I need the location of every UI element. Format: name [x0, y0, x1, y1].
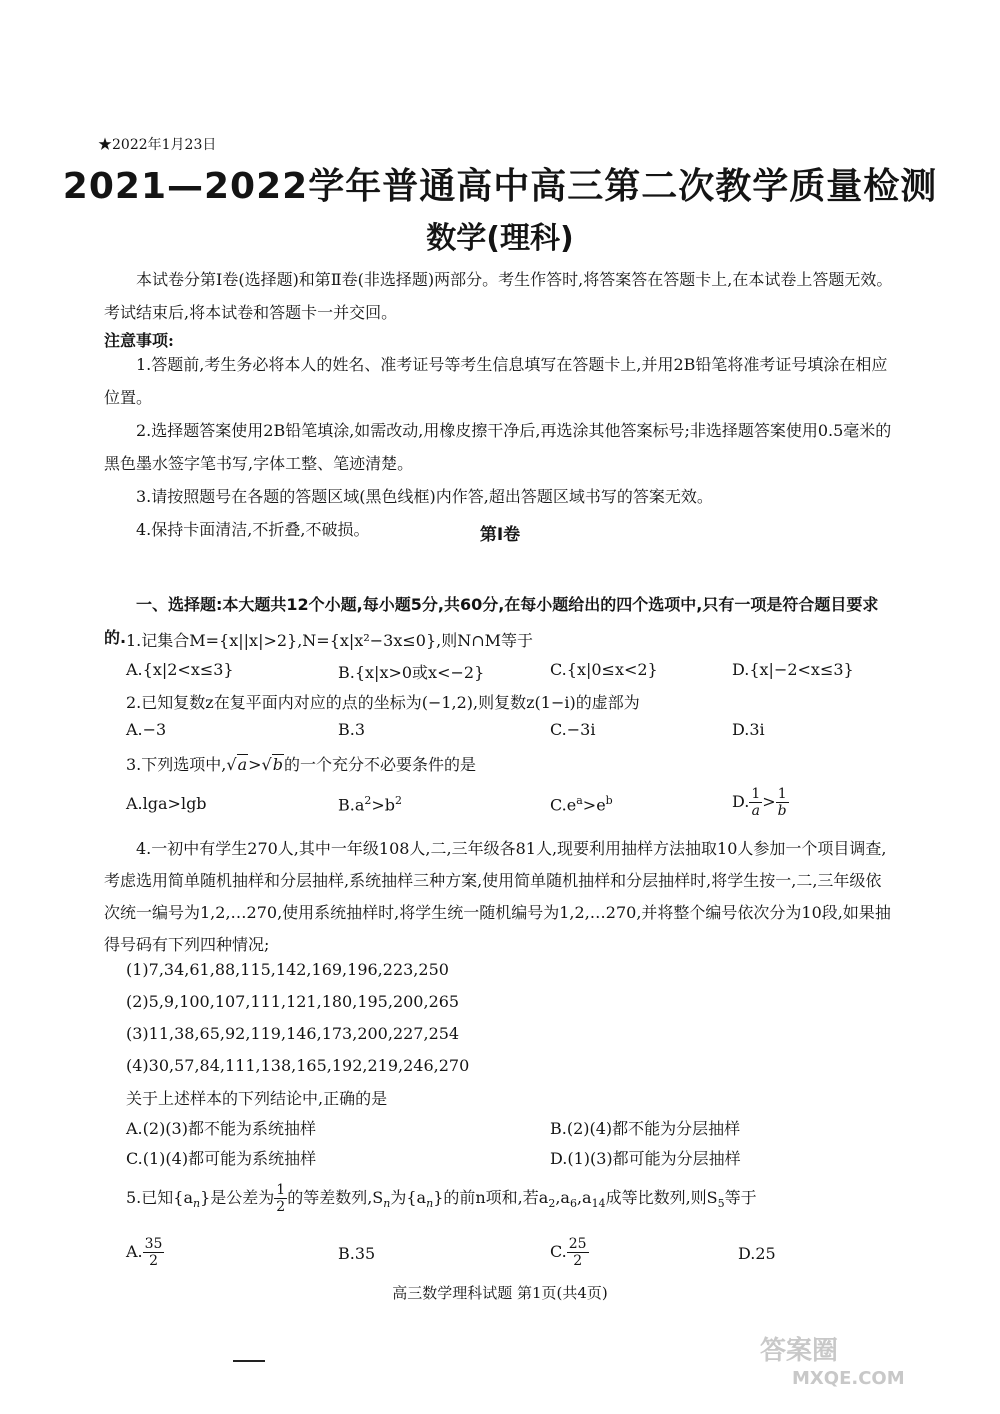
part-instructions: 一、选择题:本大题共12个小题,每小题5分,共60分,在每小题给出的四个选项中,只有一项是符合题目要求的. — [104, 595, 879, 647]
q4-option-b: B.(2)(4)都不能为分层抽样 — [550, 1119, 741, 1138]
q3-option-d: D. $\frac{1}{a}$ > $\frac{1}{b}$ — [732, 786, 787, 819]
fraction: $\frac{35}{2}$ — [144, 1236, 163, 1269]
q1-option-a: A.{x|2<x≤3} — [126, 660, 234, 679]
q3-stem-pre: 3.下列选项中, — [126, 755, 227, 774]
q3-stem-post: 的一个充分不必要条件的是 — [283, 755, 476, 774]
q1-option-b: B.{x|x>0或x<−2} — [338, 663, 485, 682]
watermark-logo: 答案圈 — [760, 1336, 839, 1366]
q3-gt: > — [248, 755, 262, 774]
q2-option-d: D.3i — [732, 720, 765, 739]
q4-list-item: (4)30,57,84,111,138,165,192,219,246,270 — [126, 1056, 470, 1075]
notice-title: 注意事项: — [104, 331, 174, 350]
notice-list — [104, 348, 894, 546]
fraction: $\frac{1}{2}$ — [276, 1182, 286, 1215]
page-subtitle: 数学(理科) — [426, 221, 574, 256]
q3-option-c: $C.e^a>e^b$ — [550, 794, 613, 815]
section-heading: 第Ⅰ卷 — [479, 525, 521, 545]
fraction: $\frac{25}{2}$ — [568, 1236, 587, 1269]
q3-sqrt-a: a — [237, 755, 248, 774]
watermark-url: MXQE.COM — [792, 1368, 905, 1389]
page-footer: 高三数学理科试题 第1页(共4页) — [392, 1284, 608, 1302]
q5-option-b: B.35 — [338, 1244, 376, 1263]
notice-item: 1.答题前,考生务必将本人的姓名、准考证号等考生信息填写在答题卡上,并用2B铅笔将准考证号填涂在相应位置。 — [104, 355, 888, 407]
q1-stem: 1.记集合M={x||x|>2},N={x|x²−3x≤0},则N∩M等于 — [126, 631, 533, 650]
fraction: $\frac{1}{b}$ — [777, 786, 787, 819]
notice-item: 4.保持卡面清洁,不折叠,不破损。 — [136, 520, 370, 539]
q4-list-item: (2)5,9,100,107,111,121,180,195,200,265 — [126, 992, 460, 1011]
q5-stem: 5.已知$\{a_n\}$是公差为 $\frac{1}{2}$ 的等差数列$,S_n$为$\{a_n\}$的前n项和,若$a_2,a_6,a_{14}$成等比数列,则$S_5$等于 — [126, 1182, 757, 1215]
q4-question: 关于上述样本的下列结论中,正确的是 — [126, 1089, 388, 1108]
q4-list-item: (3)11,38,65,92,119,146,173,200,227,254 — [126, 1024, 460, 1043]
q4-option-c: C.(1)(4)都可能为系统抽样 — [126, 1149, 317, 1168]
q2-option-b: B.3 — [338, 720, 366, 739]
q3-option-b: $B.a^2>b^2$ — [338, 794, 403, 815]
q5-option-d: D.25 — [738, 1244, 776, 1263]
footer-divider — [233, 1360, 265, 1362]
fraction: $\frac{1}{a}$ — [751, 786, 761, 819]
notice-item: 2.选择题答案使用2B铅笔填涂,如需改动,用橡皮擦干净后,再选涂其他答案标号;非选择题答案使用0.5毫米的黑色墨水签字笔书写,字体工整、笔迹清楚。 — [104, 421, 892, 473]
q4-option-d: D.(1)(3)都可能为分层抽样 — [550, 1149, 741, 1168]
q1-option-c: C.{x|0≤x<2} — [550, 660, 658, 679]
q3-sqrt-b: b — [272, 755, 283, 774]
q5-option-a: A. $\frac{35}{2}$ — [126, 1236, 163, 1269]
q3-option-a: A.lga>lgb — [126, 794, 207, 813]
q1-option-d: D.{x|−2<x≤3} — [732, 660, 854, 679]
intro-paragraph: 本试卷分第Ⅰ卷(选择题)和第Ⅱ卷(非选择题)两部分。考生作答时,将答案答在答题卡上,在本试卷上答题无效。考试结束后,将本试卷和答题卡一并交回。 — [104, 270, 893, 322]
page-title: 2021—2022学年普通高中高三第二次教学质量检测 — [62, 166, 938, 207]
q2-option-c: C.−3i — [550, 720, 596, 739]
q2-option-a: A.−3 — [126, 720, 167, 739]
q4-list-item: (1)7,34,61,88,115,142,169,196,223,250 — [126, 960, 449, 979]
notice-item: 3.请按照题号在各题的答题区域(黑色线框)内作答,超出答题区域书写的答案无效。 — [136, 487, 713, 506]
q5-option-c: C. $\frac{25}{2}$ — [550, 1236, 587, 1269]
exam-date: ★2022年1月23日 — [98, 137, 217, 153]
q4-stem: 4.一初中有学生270人,其中一年级108人,二,三年级各81人,现要利用抽样方法抽取10人参加一个项目调查,考虑选用简单随机抽样和分层抽样,系统抽样三种方案,使用简单随机抽样和分层抽样时,将学生按一,二,三年级依次统一编号为1,2,…270,使用系统抽样时,将学生统一随机编号为1,2,…270,并将整个编号依次分为10段,如果抽得号码有下列四种情况; — [104, 839, 891, 954]
q2-stem: 2.已知复数z在复平面内对应的点的坐标为(−1,2),则复数z(1−i)的虚部为 — [126, 693, 640, 712]
q3-stem: 3.下列选项中,√a>√b的一个充分不必要条件的是 — [126, 755, 476, 774]
q4-option-a: A.(2)(3)都不能为系统抽样 — [126, 1119, 316, 1138]
